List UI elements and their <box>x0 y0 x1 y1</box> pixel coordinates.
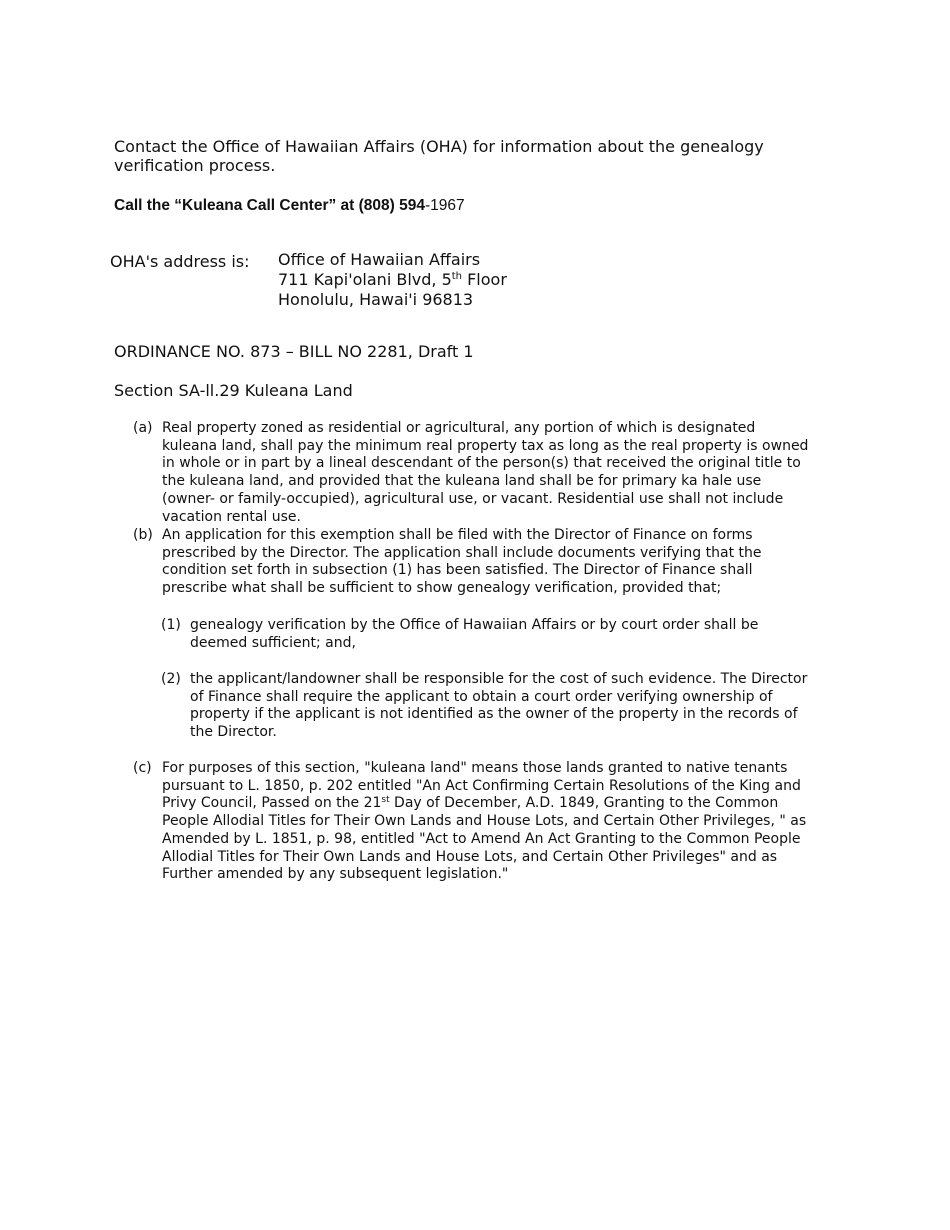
clause-b-label: (b) <box>133 527 153 543</box>
address-line-2-street: 711 Kapi'olani Blvd, 5 <box>278 270 452 289</box>
clause-b-2 <box>161 671 813 742</box>
address-label: OHA's address is: <box>110 252 250 271</box>
address-line-3: Honolulu, Hawai'i 96813 <box>278 290 474 309</box>
clause-c-label: (c) <box>133 760 152 776</box>
address-line-2-ordinal: th <box>451 271 463 282</box>
call-center-line <box>114 196 465 215</box>
call-center-number-suffix: -1967 <box>424 197 465 214</box>
clause-b-1-label: (1) <box>161 617 181 633</box>
address-line-2-floor: Floor <box>462 270 507 289</box>
section-title: Section SA-ll.29 Kuleana Land <box>114 381 353 400</box>
address-block <box>278 250 507 310</box>
clause-b-2-text: the applicant/landowner shall be responsible for the cost of such evidence. The Director of Finance shall require the applicant to obtain a court order verifying ownership of property if the applicant is not identified as the owner of the property in the records of the Director. <box>190 671 808 741</box>
clause-b-2-label: (2) <box>161 671 181 687</box>
clause-a-label: (a) <box>133 420 153 436</box>
clause-c-ordinal: st <box>381 795 390 806</box>
clause-b <box>133 527 813 598</box>
clause-b-text: An application for this exemption shall be filed with the Director of Finance on forms prescribed by the Director. The application shall include documents verifying that the condition set forth in subsection (1) has been satisfied. The Director of Finance shall prescribe what shall be sufficient to show genealogy verification, provided that; <box>162 527 762 597</box>
clause-c-text-end: Day of December, A.D. 1849, Granting to the Common People Allodial Titles for Their Own Lands and House Lots, and Certain Other Privileges, " as Amended by L. 1851, p. 98, entitled "Act to Amend An Act Granting to the Common People Allodial Titles for Their Own Lands and House Lots, and Certain Other Privileges" and as Further amended by any subsequent legislation." <box>162 795 807 883</box>
ordinance-heading: ORDINANCE NO. 873 – BILL NO 2281, Draft 1 <box>114 342 474 361</box>
call-center-bold-text: Call the “Kuleana Call Center” at (808) 594 <box>114 197 425 214</box>
address-line-1: Office of Hawaiian Affairs <box>278 250 481 269</box>
address-line-2 <box>278 270 507 290</box>
clause-c <box>133 760 813 884</box>
clause-a-text: Real property zoned as residential or agricultural, any portion of which is designated kuleana land, shall pay the minimum real property tax as long as the real property is owned in whole or in part by a lineal descendant of the person(s) that received the original title to the kuleana land, and provided that the kuleana land shall be for primary ka hale use (owner- or family-occupied), agricultural use, or vacant. Residential use shall not include vacation rental use. <box>162 420 809 525</box>
clause-c-text-start: For purposes of this section, "kuleana land" means those lands granted to native tenants pursuant to L. 1850, p. 202 entitled "An Act Confirming Certain Resolutions of the King and Privy Council, Passed on the 21 <box>162 760 801 812</box>
clause-b-1 <box>161 617 813 652</box>
clause-a <box>133 420 813 526</box>
clause-b-1-text: genealogy verification by the Office of Hawaiian Affairs or by court order shall be deemed sufficient; and, <box>190 617 759 651</box>
clause-c-text <box>162 760 813 884</box>
intro-paragraph: Contact the Office of Hawaiian Affairs (OHA) for information about the genealogy verification process. <box>114 137 764 175</box>
